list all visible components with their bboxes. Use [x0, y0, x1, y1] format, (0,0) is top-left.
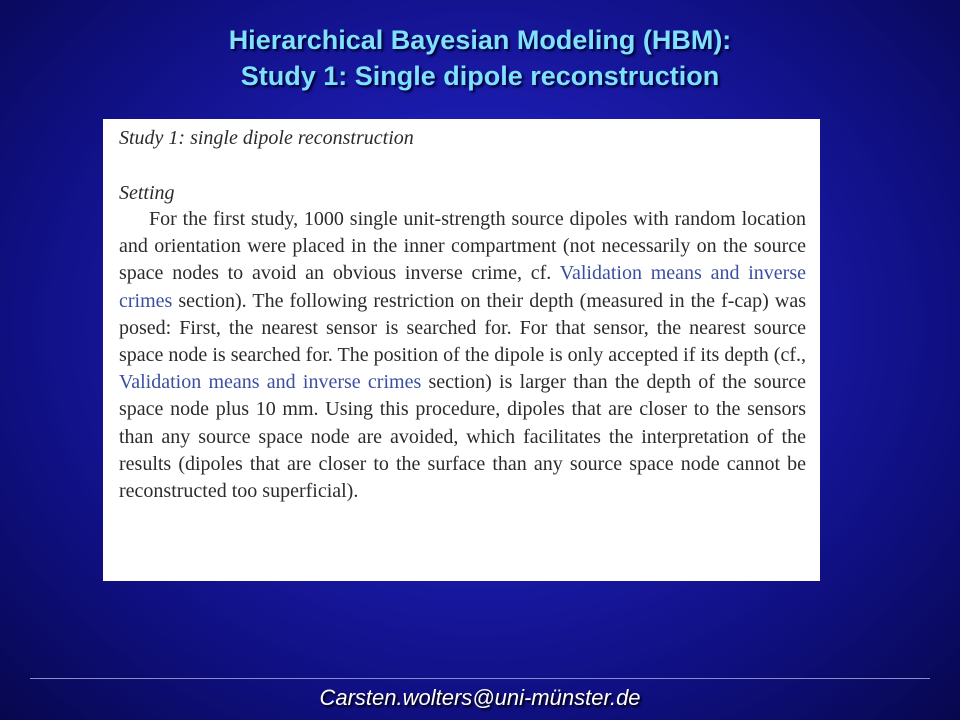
document-subheading: Setting [119, 182, 175, 204]
slide-title [0, 22, 960, 94]
slide-title-line-2: Study 1: Single dipole reconstruction [240, 61, 720, 91]
document-excerpt [103, 119, 820, 581]
footer-email: Carsten.wolters@uni-münster.de [319, 685, 641, 710]
section-link-1[interactable]: Validation means and inverse crimes [119, 262, 806, 312]
document-paragraph [119, 206, 806, 505]
paragraph-text-1: For the first study, 1000 single unit-strength source dipoles with random location and orientation were placed in the inner compartment (not necessarily on the source space nodes to avoid an obvious inverse crime, cf. [119, 208, 806, 285]
paragraph-text-2: section). The following restriction on their depth (measured in the f-cap) was posed: First, the nearest sensor is searched for. For that sensor, the nearest source space node is searched for. The position of the dipole is only accepted if its depth (cf., [119, 289, 806, 367]
document-heading: Study 1: single dipole reconstruction [119, 127, 414, 149]
paragraph-text-3: section) is larger than the depth of the source space node plus 10 mm. Using this procedure, dipoles that are closer to the sensors than any source space node are avoided, which facilitates the interpretation of the results (dipoles that are closer to the surface than any source space node cannot be reconstructed too superficial). [119, 371, 807, 503]
slide-title-line-1: Hierarchical Bayesian Modeling (HBM): [228, 25, 732, 55]
section-link-2[interactable]: Validation means and inverse crimes [119, 371, 422, 394]
footer-divider [30, 678, 930, 679]
